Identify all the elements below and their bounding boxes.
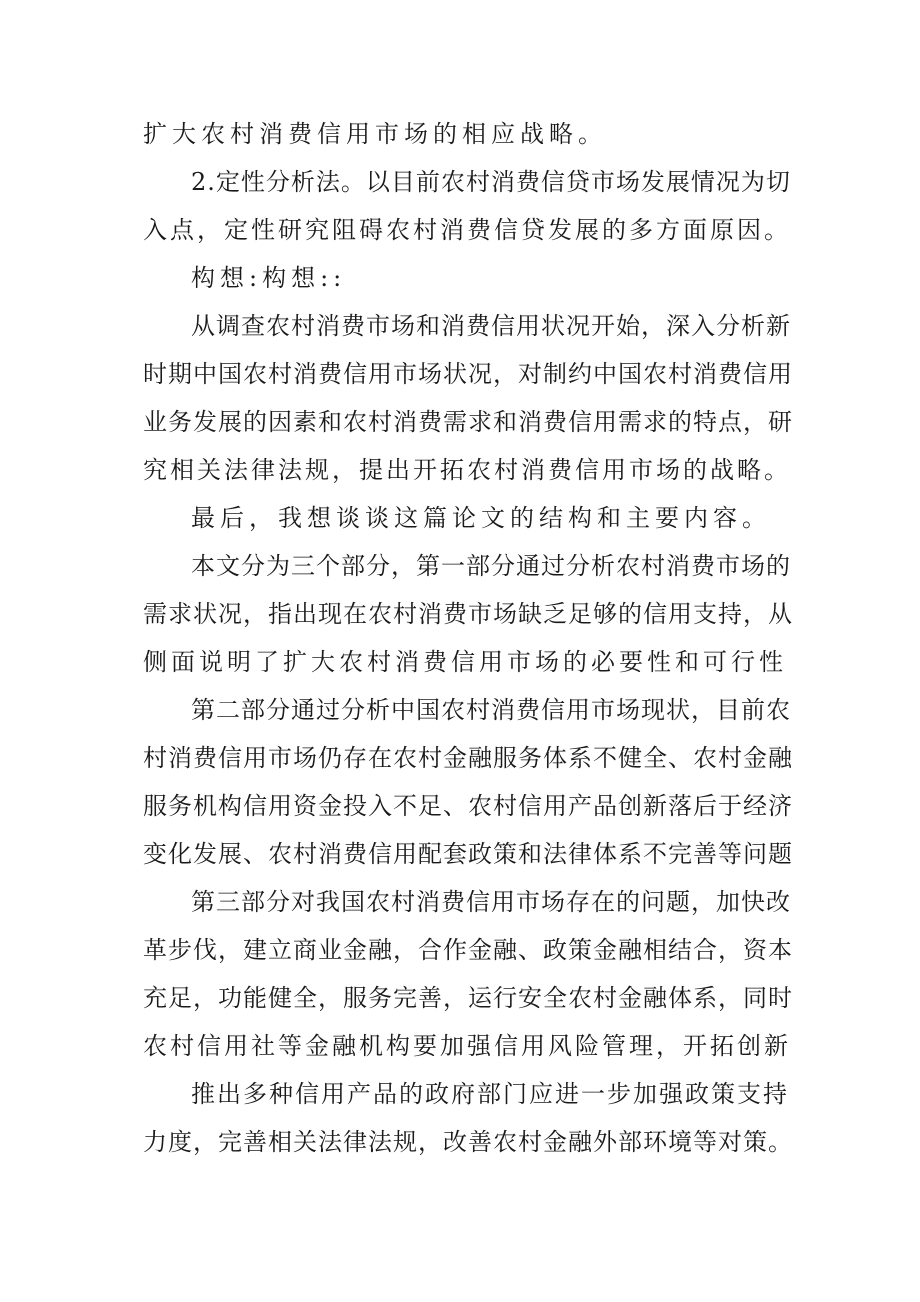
text-line: 本文分为三个部分，第一部分通过分析农村消费市场的	[191, 552, 791, 580]
text-line: 第三部分对我国农村消费信用市场存在的问题，加快改	[191, 888, 791, 916]
text-line: 最后，我想谈谈这篇论文的结构和主要内容。	[191, 504, 771, 532]
text-line: 时期中国农村消费信用市场状况，对制约中国农村消费信用	[143, 360, 793, 388]
text-line: 需求状况，指出现在农村消费市场缺乏足够的信用支持，从	[143, 600, 793, 628]
text-line: 侧面说明了扩大农村消费信用市场的必要性和可行性	[143, 648, 787, 676]
text-line: 服务机构信用资金投入不足、农村信用产品创新落后于经济	[143, 792, 793, 820]
text-line: 革步伐，建立商业金融，合作金融、政策金融相结合，资本	[143, 936, 793, 964]
text-line: 构想:构想::	[191, 264, 347, 292]
text-line: 入点，定性研究阻碍农村消费信贷发展的多方面原因。	[143, 216, 791, 244]
text-line: 充足，功能健全，服务完善，运行安全农村金融体系，同时	[143, 984, 793, 1012]
text-line: 2.定性分析法。以目前农村消费信贷市场发展情况为切	[191, 168, 791, 196]
text-line: 从调查农村消费市场和消费信用状况开始，深入分析新	[191, 312, 791, 340]
text-line: 推出多种信用产品的政府部门应进一步加强政策支持	[191, 1080, 789, 1108]
body-text	[143, 110, 793, 1166]
text-line: 农村信用社等金融机构要加强信用风险管理，开拓创新	[143, 1032, 791, 1060]
text-line: 村消费信用市场仍存在农村金融服务体系不健全、农村金融	[143, 744, 793, 772]
text-line: 第二部分通过分析中国农村消费信用市场现状，目前农	[191, 696, 791, 724]
text-line: 业务发展的因素和农村消费需求和消费信用需求的特点，研	[143, 408, 793, 436]
text-line: 扩大农村消费信用市场的相应战略。	[143, 120, 607, 148]
text-line: 变化发展、农村消费信用配套政策和法律体系不完善等问题	[143, 840, 793, 868]
text-line: 究相关法律法规，提出开拓农村消费信用市场的战略。	[143, 456, 791, 484]
text-line: 力度，完善相关法律法规，改善农村金融外部环境等对策。	[143, 1128, 793, 1156]
